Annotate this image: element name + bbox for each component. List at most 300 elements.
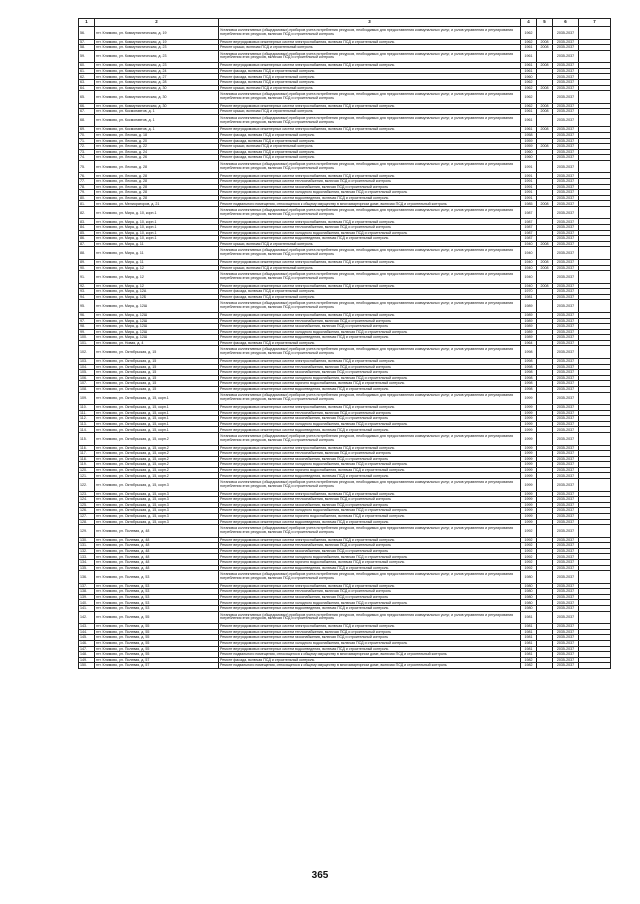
planned-period-cell: 2035-2037	[553, 571, 579, 584]
planned-period-cell: 2035-2037	[553, 219, 579, 225]
last-repair-year-cell: 2008	[537, 45, 553, 51]
address-cell: пгт. Климово, ул. Октябрьская, д. 15, корп.3	[95, 497, 219, 503]
build-year-cell: 1981	[521, 652, 537, 658]
build-year-cell: 1989	[521, 318, 537, 324]
address-cell: пгт. Климово, ул. Космонавтов, д. 1	[95, 127, 219, 133]
address-cell: пгт. Климово, ул. Мира, д. 12	[95, 283, 219, 289]
work-type-cell: Ремонт внутридомовых инженерных систем теплоснабжения, включая ПСД и строительный контроль	[219, 589, 521, 595]
build-year-cell: 1961	[521, 68, 537, 74]
planned-period-cell: 2035-2037	[553, 236, 579, 242]
build-year-cell: 1987	[521, 219, 537, 225]
row-number-cell: 100.	[79, 335, 95, 341]
planned-period-cell: 2035-2037	[553, 45, 579, 51]
planned-period-cell: 2035-2037	[553, 79, 579, 85]
planned-period-cell: 2035-2037	[553, 451, 579, 457]
work-type-cell: Ремонт внутридомовых инженерных систем холодного водоснабжения, включая ПСД и строительный контроль	[219, 329, 521, 335]
row-number-cell: 92.	[79, 283, 95, 289]
build-year-cell: 1964	[521, 340, 537, 346]
planned-period-cell: 2035-2037	[553, 502, 579, 508]
work-type-cell: Ремонт внутридомовых инженерных систем водоотведения, включая ПСД и строительный контроль	[219, 606, 521, 612]
table-row	[79, 201, 611, 207]
row-number-cell: 123.	[79, 491, 95, 497]
address-cell: пгт. Климово, ул. Полевая, д. 48	[95, 554, 219, 560]
work-type-cell: Ремонт внутридомовых инженерных систем газоснабжения, включая ПСД и строительный контроль	[219, 370, 521, 376]
last-repair-year-cell	[537, 571, 553, 584]
row-number-cell: 109.	[79, 392, 95, 405]
planned-period-cell: 2035-2037	[553, 386, 579, 392]
work-type-cell: Ремонт внутридомовых инженерных систем электроснабжения, включая ПСД и строительный контроль	[219, 312, 521, 318]
work-type-cell: Ремонт крыши, включая ПСД и строительный контроль	[219, 265, 521, 271]
build-year-cell: 1998	[521, 370, 537, 376]
table-row	[79, 519, 611, 525]
address-cell: пгт. Климово, ул. Октябрьская, д. 15, корп.1	[95, 416, 219, 422]
work-type-cell: Ремонт внутридомовых инженерных систем электроснабжения, включая ПСД и строительный контроль	[219, 127, 521, 133]
row-number-cell: 147.	[79, 646, 95, 652]
planned-period-cell: 2035-2037	[553, 144, 579, 150]
row-number-cell: 125.	[79, 502, 95, 508]
address-cell: пгт. Климово, ул. Лесная, д. 28	[95, 184, 219, 190]
column-header: 4	[521, 19, 537, 27]
planned-period-cell: 2035-2037	[553, 358, 579, 364]
planned-period-cell: 2035-2037	[553, 206, 579, 219]
note-cell	[579, 433, 611, 446]
planned-period-cell: 2035-2037	[553, 201, 579, 207]
address-cell: пгт. Климово, ул. Коммунистическая, д. 23	[95, 45, 219, 51]
table-row	[79, 421, 611, 427]
last-repair-year-cell: 2008	[537, 39, 553, 45]
planned-period-cell: 2035-2037	[553, 85, 579, 91]
work-type-cell: Ремонт внутридомовых инженерных систем водоотведения, включая ПСД и строительный контроль	[219, 195, 521, 201]
work-type-cell: Ремонт внутридомовых инженерных систем электроснабжения, включая ПСД и строительный контроль	[219, 491, 521, 497]
planned-period-cell: 2035-2037	[553, 241, 579, 247]
build-year-cell: 1940	[521, 271, 537, 284]
address-cell: пгт. Климово, ул. Полевая, д. 55	[95, 652, 219, 658]
address-cell: пгт. Климово, ул. Полевая, д. 53	[95, 583, 219, 589]
planned-period-cell: 2035-2037	[553, 410, 579, 416]
table-row	[79, 467, 611, 473]
note-cell	[579, 247, 611, 260]
work-type-cell: Ремонт внутридомовых инженерных систем теплоснабжения, включая ПСД и строительный контроль	[219, 318, 521, 324]
table-row	[79, 160, 611, 173]
row-number-cell: 91.	[79, 271, 95, 284]
work-type-cell: Ремонт фасада, включая ПСД и строительный контроль	[219, 657, 521, 663]
build-year-cell: 1980	[521, 571, 537, 584]
address-cell: пгт. Климово, ул. Октябрьская, д. 15, корп.2	[95, 462, 219, 468]
last-repair-year-cell: 2008	[537, 201, 553, 207]
planned-period-cell: 2035-2037	[553, 103, 579, 109]
planned-period-cell: 2035-2037	[553, 663, 579, 669]
row-number-cell: 78.	[79, 184, 95, 190]
planned-period-cell: 2035-2037	[553, 259, 579, 265]
row-number-cell: 66.	[79, 103, 95, 109]
address-cell: пгт. Климово, ул. Октябрьская, д. 15, корп.1	[95, 421, 219, 427]
build-year-cell: 1989	[521, 335, 537, 341]
planned-period-cell: 2035-2037	[553, 508, 579, 514]
build-year-cell: 1991	[521, 173, 537, 179]
row-number-cell: 95.	[79, 300, 95, 313]
row-number-cell: 70.	[79, 132, 95, 138]
planned-period-cell: 2035-2037	[553, 324, 579, 330]
work-type-cell: Ремонт внутридомовых инженерных систем горячего водоснабжения, включая ПСД и строительный контроль	[219, 381, 521, 387]
table-row	[79, 508, 611, 514]
work-type-cell: Установка коллективных (общедомовых) приборов учета потребления ресурсов, необходимых для предоставления коммунальных услуг, и узлов управления и регулирования потребления этих ресурсов, включая ПСД и строительный контроль	[219, 247, 521, 260]
work-type-cell: Ремонт внутридомовых инженерных систем электроснабжения, включая ПСД и строительный контроль	[219, 358, 521, 364]
build-year-cell: 1940	[521, 259, 537, 265]
row-number-cell: 72.	[79, 144, 95, 150]
note-cell	[579, 611, 611, 624]
row-number-cell: 59.	[79, 50, 95, 63]
build-year-cell: 1989	[521, 300, 537, 313]
address-cell: пгт. Климово, ул. Полевая, д. 48	[95, 537, 219, 543]
note-cell	[579, 346, 611, 359]
work-type-cell: Ремонт фасада, включая ПСД и строительный контроль	[219, 74, 521, 80]
address-cell: пгт. Климово, ул. Мира, д. 11	[95, 241, 219, 247]
address-cell: пгт. Климово, ул. Мира, д. 11	[95, 259, 219, 265]
page-number: 365	[311, 870, 329, 881]
planned-period-cell: 2035-2037	[553, 491, 579, 497]
work-type-cell: Установка коллективных (общедомовых) приборов учета потребления ресурсов, необходимых для предоставления коммунальных услуг, и узлов управления и регулирования потребления этих ресурсов, включая ПСД и строительный контроль	[219, 392, 521, 405]
address-cell: пгт. Климово, ул. Коммунистическая, д. 27	[95, 74, 219, 80]
last-repair-year-cell: 2008	[537, 241, 553, 247]
planned-period-cell: 2035-2037	[553, 629, 579, 635]
work-type-cell: Ремонт внутридомовых инженерных систем холодного водоснабжения, включая ПСД и строительный контроль	[219, 462, 521, 468]
work-type-cell: Ремонт внутридомовых инженерных систем газоснабжения, включая ПСД и строительный контроль	[219, 548, 521, 554]
last-repair-year-cell	[537, 611, 553, 624]
work-type-cell: Ремонт внутридомовых инженерных систем теплоснабжения, включая ПСД и строительный контроль	[219, 543, 521, 549]
work-type-cell: Ремонт внутридомовых инженерных систем теплоснабжения, включая ПСД и строительный контроль	[219, 497, 521, 503]
address-cell: пгт. Климово, ул. Лесная, д. 28	[95, 190, 219, 196]
work-type-cell: Ремонт внутридомовых инженерных систем газоснабжения, включая ПСД и строительный контроль	[219, 184, 521, 190]
row-number-cell: 113.	[79, 421, 95, 427]
work-type-cell: Ремонт фасада, включая ПСД и строительный контроль	[219, 79, 521, 85]
address-cell: пгт. Климово, ул. Полевая, д. 55	[95, 635, 219, 641]
planned-period-cell: 2035-2037	[553, 427, 579, 433]
address-cell: пгт. Климово, ул. Коммунистическая, д. 24	[95, 68, 219, 74]
address-cell: пгт. Климово, ул. Полевая, д. 55	[95, 646, 219, 652]
planned-period-cell: 2035-2037	[553, 513, 579, 519]
build-year-cell: 1980	[521, 606, 537, 612]
table-row	[79, 114, 611, 127]
work-type-cell: Ремонт фасада, включая ПСД и строительный контроль	[219, 289, 521, 295]
row-number-cell: 105.	[79, 370, 95, 376]
build-year-cell: 1999	[521, 421, 537, 427]
row-number-cell: 97.	[79, 318, 95, 324]
work-type-cell: Ремонт внутридомовых инженерных систем водоотведения, включая ПСД и строительный контроль	[219, 427, 521, 433]
address-cell: пгт. Климово, ул. Полевая, д. 53	[95, 606, 219, 612]
address-cell: пгт. Климово, ул. Полевая, д. 55	[95, 640, 219, 646]
work-type-cell: Ремонт внутридомовых инженерных систем горячего водоснабжения, включая ПСД и строительный контроль	[219, 467, 521, 473]
planned-period-cell: 2035-2037	[553, 109, 579, 115]
address-cell: пгт. Климово, ул. Лесная, д. 18	[95, 132, 219, 138]
row-number-cell: 80.	[79, 195, 95, 201]
address-cell: пгт. Климово, ул. Мира, д. 12	[95, 265, 219, 271]
work-type-cell: Ремонт внутридомовых инженерных систем теплоснабжения, включая ПСД и строительный контроль	[219, 410, 521, 416]
row-number-cell: 127.	[79, 513, 95, 519]
row-number-cell: 118.	[79, 456, 95, 462]
address-cell: пгт. Климово, ул. Полевая, д. 57	[95, 657, 219, 663]
work-type-cell: Ремонт внутридомовых инженерных систем газоснабжения, включая ПСД и строительный контроль	[219, 324, 521, 330]
planned-period-cell: 2035-2037	[553, 416, 579, 422]
row-number-cell: 57.	[79, 39, 95, 45]
address-cell: пгт. Климово, ул. Мира, д. 12А	[95, 289, 219, 295]
work-type-cell: Установка коллективных (общедомовых) приборов учета потребления ресурсов, необходимых для предоставления коммунальных услуг, и узлов управления и регулирования потребления этих ресурсов, включая ПСД и строительный контроль	[219, 525, 521, 538]
build-year-cell: 1992	[521, 548, 537, 554]
note-cell	[579, 27, 611, 40]
note-cell	[579, 392, 611, 405]
row-number-cell: 139.	[79, 594, 95, 600]
planned-period-cell: 2035-2037	[553, 519, 579, 525]
build-year-cell: 1940	[521, 265, 537, 271]
column-header: 5	[537, 19, 553, 27]
build-year-cell: 1999	[521, 433, 537, 446]
row-number-cell: 106.	[79, 375, 95, 381]
table-row	[79, 405, 611, 411]
table-row	[79, 410, 611, 416]
row-number-cell: 137.	[79, 583, 95, 589]
build-year-cell: 1981	[521, 635, 537, 641]
build-year-cell: 1999	[521, 467, 537, 473]
build-year-cell: 1998	[521, 386, 537, 392]
table-row	[79, 247, 611, 260]
planned-period-cell: 2035-2037	[553, 39, 579, 45]
work-type-cell: Ремонт внутридомовых инженерных систем электроснабжения, включая ПСД и строительный контроль	[219, 583, 521, 589]
address-cell: пгт. Климово, ул. Мира, д. 10, корп.1	[95, 219, 219, 225]
work-type-cell: Ремонт внутридомовых инженерных систем холодного водоснабжения, включая ПСД и строительный контроль	[219, 640, 521, 646]
planned-period-cell: 2035-2037	[553, 230, 579, 236]
build-year-cell: 1961	[521, 50, 537, 63]
table-row	[79, 663, 611, 669]
table-row	[79, 103, 611, 109]
address-cell: пгт. Климово, ул. Полевая, д. 53	[95, 571, 219, 584]
planned-period-cell: 2035-2037	[553, 445, 579, 451]
work-type-cell: Ремонт внутридомовых инженерных систем горячего водоснабжения, включая ПСД и строительный контроль	[219, 513, 521, 519]
build-year-cell: 1999	[521, 392, 537, 405]
last-repair-year-cell	[537, 27, 553, 40]
address-cell: пгт. Климово, ул. Мира, д. 12Ш	[95, 324, 219, 330]
address-cell: пгт. Климово, ул. Октябрьская, д. 15	[95, 370, 219, 376]
last-repair-year-cell: 2008	[537, 259, 553, 265]
planned-period-cell: 2035-2037	[553, 190, 579, 196]
note-cell	[579, 114, 611, 127]
row-number-cell: 103.	[79, 358, 95, 364]
table-row	[79, 63, 611, 69]
work-type-cell: Ремонт внутридомовых инженерных систем электроснабжения, включая ПСД и строительный контроль	[219, 624, 521, 630]
build-year-cell: 1987	[521, 206, 537, 219]
planned-period-cell: 2035-2037	[553, 652, 579, 658]
planned-period-cell: 2035-2037	[553, 525, 579, 538]
row-number-cell: 63.	[79, 79, 95, 85]
build-year-cell: 1998	[521, 375, 537, 381]
address-cell: пгт. Климово, ул. Мира, д. 11	[95, 247, 219, 260]
address-cell: пгт. Климово, ул. Октябрьская, д. 15, корп.2	[95, 451, 219, 457]
planned-period-cell: 2035-2037	[553, 132, 579, 138]
work-type-cell: Ремонт фасада, включая ПСД и строительный контроль	[219, 132, 521, 138]
address-cell: пгт. Климово, ул. Полевая, д. 48	[95, 548, 219, 554]
planned-period-cell: 2035-2037	[553, 433, 579, 446]
last-repair-year-cell	[537, 392, 553, 405]
work-type-cell: Ремонт внутридомовых инженерных систем водоотведения, включая ПСД и строительный контроль	[219, 646, 521, 652]
address-cell: пгт. Климово, ул. Мира, д. 10, корп.1	[95, 230, 219, 236]
planned-period-cell: 2035-2037	[553, 600, 579, 606]
row-number-cell: 149.	[79, 657, 95, 663]
work-type-cell: Ремонт подвального помещения, относящегося к общему имуществу в многоквартирном доме, включая ПСД и строительный контроль	[219, 201, 521, 207]
row-number-cell: 99.	[79, 329, 95, 335]
build-year-cell: 1961	[521, 114, 537, 127]
last-repair-year-cell	[537, 346, 553, 359]
build-year-cell: 1999	[521, 497, 537, 503]
address-cell: пгт. Климово, ул. Коммунистическая, д. 30	[95, 85, 219, 91]
address-cell: пгт. Климово, ул. Лесная, д. 26	[95, 155, 219, 161]
row-number-cell: 68.	[79, 114, 95, 127]
row-number-cell: 129.	[79, 525, 95, 538]
address-cell: пгт. Климово, ул. Лесная, д. 20	[95, 138, 219, 144]
row-number-cell: 94.	[79, 294, 95, 300]
work-type-cell: Ремонт подвального помещения, относящегося к общему имуществу в многоквартирном доме, включая ПСД и строительный контроль	[219, 652, 521, 658]
planned-period-cell: 2035-2037	[553, 364, 579, 370]
planned-period-cell: 2035-2037	[553, 589, 579, 595]
row-number-cell: 124.	[79, 497, 95, 503]
row-number-cell: 88.	[79, 247, 95, 260]
row-number-cell: 64.	[79, 85, 95, 91]
planned-period-cell: 2035-2037	[553, 138, 579, 144]
planned-period-cell: 2035-2037	[553, 548, 579, 554]
row-number-cell: 61.	[79, 68, 95, 74]
address-cell: пгт. Климово, ул. Октябрьская, д. 15, корп.3	[95, 491, 219, 497]
address-cell: пгт. Климово, ул. Октябрьская, д. 15, корп.2	[95, 433, 219, 446]
planned-period-cell: 2035-2037	[553, 560, 579, 566]
planned-period-cell: 2035-2037	[553, 225, 579, 231]
address-cell: пгт. Климово, ул. Полевая, д. 53	[95, 600, 219, 606]
row-number-cell: 87.	[79, 241, 95, 247]
planned-period-cell: 2035-2037	[553, 606, 579, 612]
build-year-cell: 1962	[521, 103, 537, 109]
work-type-cell: Ремонт внутридомовых инженерных систем электроснабжения, включая ПСД и строительный контроль	[219, 537, 521, 543]
row-number-cell: 132.	[79, 548, 95, 554]
note-cell	[579, 663, 611, 669]
table-row	[79, 427, 611, 433]
build-year-cell: 1960	[521, 155, 537, 161]
build-year-cell: 1980	[521, 589, 537, 595]
registry-sheet	[78, 18, 610, 669]
planned-period-cell: 2035-2037	[553, 271, 579, 284]
work-type-cell: Ремонт внутридомовых инженерных систем газоснабжения, включая ПСД и строительный контроль	[219, 502, 521, 508]
planned-period-cell: 2035-2037	[553, 63, 579, 69]
row-number-cell: 82.	[79, 206, 95, 219]
work-type-cell: Установка коллективных (общедомовых) приборов учета потребления ресурсов, необходимых для предоставления коммунальных услуг, и узлов управления и регулирования потребления этих ресурсов, включая ПСД и строительный контроль	[219, 346, 521, 359]
note-cell	[579, 300, 611, 313]
row-number-cell: 75.	[79, 160, 95, 173]
address-cell: пгт. Климово, ул. Октябрьская, д. 15	[95, 358, 219, 364]
address-cell: пгт. Климово, ул. Октябрьская, д. 15, корп.2	[95, 467, 219, 473]
table-row	[79, 525, 611, 538]
address-cell: пгт. Климово, ул. Лесная, д. 28	[95, 160, 219, 173]
address-cell: пгт. Климово, ул. Лесная, д. 28	[95, 173, 219, 179]
row-number-cell: 84.	[79, 225, 95, 231]
build-year-cell: 1980	[521, 594, 537, 600]
planned-period-cell: 2035-2037	[553, 624, 579, 630]
planned-period-cell: 2035-2037	[553, 173, 579, 179]
table-row	[79, 433, 611, 446]
work-type-cell: Установка коллективных (общедомовых) приборов учета потребления ресурсов, необходимых для предоставления коммунальных услуг, и узлов управления и регулирования потребления этих ресурсов, включая ПСД и строительный контроль	[219, 300, 521, 313]
build-year-cell: 1999	[521, 451, 537, 457]
work-type-cell: Ремонт крыши, включая ПСД и строительный контроль	[219, 241, 521, 247]
address-cell: пгт. Климово, ул. Полевая, д. 53	[95, 589, 219, 595]
build-year-cell: 1998	[521, 381, 537, 387]
work-type-cell: Ремонт фасада, включая ПСД и строительный контроль	[219, 138, 521, 144]
work-type-cell: Ремонт фасада, включая ПСД и строительный контроль	[219, 155, 521, 161]
build-year-cell: 1980	[521, 583, 537, 589]
last-repair-year-cell	[537, 525, 553, 538]
work-type-cell: Ремонт внутридомовых инженерных систем теплоснабжения, включая ПСД и строительный контроль	[219, 451, 521, 457]
address-cell: пгт. Климово, ул. Полевая, д. 48	[95, 525, 219, 538]
work-type-cell: Ремонт внутридомовых инженерных систем водоотведения, включая ПСД и строительный контроль	[219, 565, 521, 571]
work-type-cell: Ремонт внутридомовых инженерных систем теплоснабжения, включая ПСД и строительный контроль	[219, 225, 521, 231]
address-cell: пгт. Климово, ул. Мира, д. 12Ш	[95, 335, 219, 341]
build-year-cell: 1999	[521, 513, 537, 519]
table-row	[79, 611, 611, 624]
address-cell: пгт. Климово, ул. Коммунистическая, д. 28	[95, 79, 219, 85]
work-type-cell: Ремонт внутридомовых инженерных систем холодного водоснабжения, включая ПСД и строительный контроль	[219, 508, 521, 514]
planned-period-cell: 2035-2037	[553, 179, 579, 185]
planned-period-cell: 2035-2037	[553, 300, 579, 313]
row-number-cell: 120.	[79, 467, 95, 473]
row-number-cell: 143.	[79, 624, 95, 630]
planned-period-cell: 2035-2037	[553, 160, 579, 173]
work-type-cell: Ремонт внутридомовых инженерных систем водоотведения, включая ПСД и строительный контроль	[219, 335, 521, 341]
last-repair-year-cell: 2008	[537, 63, 553, 69]
last-repair-year-cell	[537, 300, 553, 313]
last-repair-year-cell	[537, 91, 553, 104]
address-cell: пгт. Климово, ул. Коммунистическая, д. 19	[95, 39, 219, 45]
work-type-cell: Ремонт внутридомовых инженерных систем холодного водоснабжения, включая ПСД и строительный контроль	[219, 230, 521, 236]
last-repair-year-cell: 2008	[537, 127, 553, 133]
work-type-cell: Установка коллективных (общедомовых) приборов учета потребления ресурсов, необходимых для предоставления коммунальных услуг, и узлов управления и регулирования потребления этих ресурсов, включая ПСД и строительный контроль	[219, 50, 521, 63]
note-cell	[579, 479, 611, 492]
row-number-cell: 131.	[79, 543, 95, 549]
build-year-cell: 1962	[521, 39, 537, 45]
build-year-cell: 1961	[521, 127, 537, 133]
row-number-cell: 145.	[79, 635, 95, 641]
work-type-cell: Установка коллективных (общедомовых) приборов учета потребления ресурсов, необходимых для предоставления коммунальных услуг, и узлов управления и регулирования потребления этих ресурсов, включая ПСД и строительный контроль	[219, 27, 521, 40]
build-year-cell: 1980	[521, 600, 537, 606]
build-year-cell: 1962	[521, 27, 537, 40]
address-cell: пгт. Климово, ул. Октябрьская, д. 15	[95, 364, 219, 370]
address-cell: пгт. Климово, ул. Мира, д. 12Ш	[95, 300, 219, 313]
address-cell: пгт. Климово, ул. Лесная, д. 22	[95, 144, 219, 150]
planned-period-cell: 2035-2037	[553, 127, 579, 133]
work-type-cell: Ремонт крыши, включая ПСД и строительный контроль	[219, 109, 521, 115]
planned-period-cell: 2035-2037	[553, 289, 579, 295]
planned-period-cell: 2035-2037	[553, 294, 579, 300]
work-type-cell: Ремонт внутридомовых инженерных систем электроснабжения, включая ПСД и строительный контроль	[219, 63, 521, 69]
address-cell: пгт. Климово, ул. Октябрьская, д. 15, корп.3	[95, 513, 219, 519]
address-cell: пгт. Климово, ул. Октябрьская, д. 15	[95, 346, 219, 359]
build-year-cell: 1962	[521, 91, 537, 104]
planned-period-cell: 2035-2037	[553, 91, 579, 104]
row-number-cell: 115.	[79, 433, 95, 446]
address-cell: пгт. Климово, ул. Коммунистическая, д. 23	[95, 63, 219, 69]
header-row	[79, 19, 611, 27]
planned-period-cell: 2035-2037	[553, 381, 579, 387]
row-number-cell: 89.	[79, 259, 95, 265]
work-type-cell: Ремонт внутридомовых инженерных систем электроснабжения, включая ПСД и строительный контроль	[219, 39, 521, 45]
last-repair-year-cell	[537, 479, 553, 492]
column-header: 1	[79, 19, 95, 27]
row-number-cell: 116.	[79, 445, 95, 451]
table-row	[79, 479, 611, 492]
planned-period-cell: 2035-2037	[553, 318, 579, 324]
address-cell: пгт. Климово, ул. Октябрьская, д. 15, корп.1	[95, 405, 219, 411]
